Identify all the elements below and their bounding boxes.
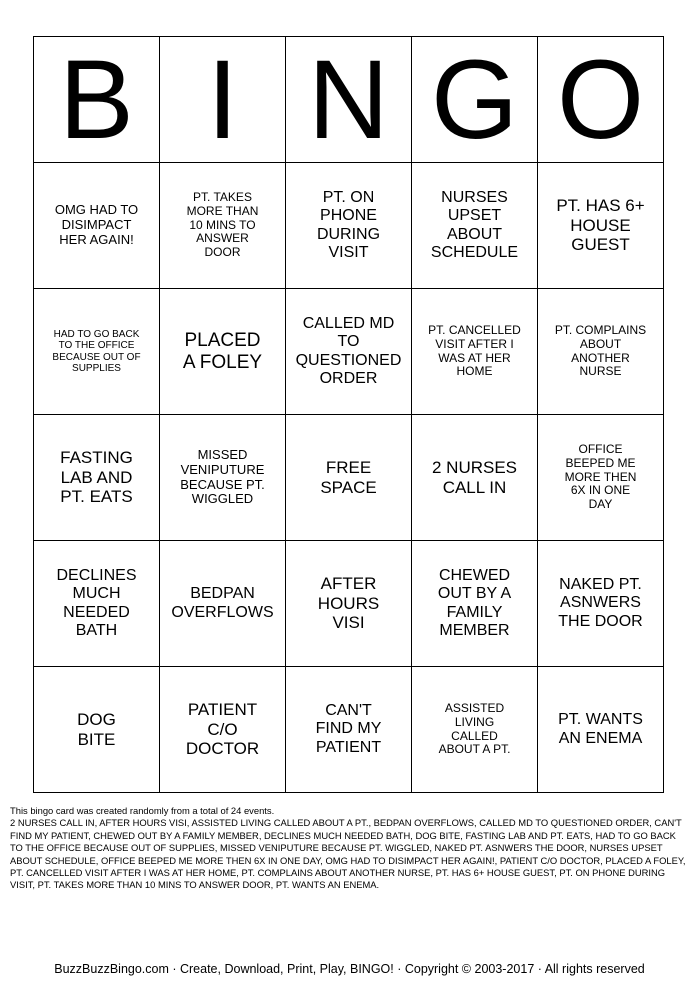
cell-text: DOG BITE	[77, 710, 116, 749]
cell-text: ASSISTED LIVING CALLED ABOUT A PT.	[438, 701, 511, 757]
header-letter-o: O	[538, 37, 664, 163]
bingo-cell	[412, 289, 538, 415]
bingo-cell	[412, 541, 538, 667]
cell-text: PT. COMPLAINS ABOUT ANOTHER NURSE	[554, 323, 647, 379]
header-letter-b: B	[34, 37, 160, 163]
bingo-card	[33, 36, 664, 793]
cell-text: OMG HAD TO DISIMPACT HER AGAIN!	[54, 202, 139, 247]
copyright-footer: BuzzBuzzBingo.com · Create, Download, Print, Play, BINGO! · Copyright © 2003-2017 · All rights reserved	[54, 962, 645, 976]
cell-text: PT. TAKES MORE THAN 10 MINS TO ANSWER DOOR	[186, 190, 259, 259]
bingo-cell	[538, 289, 664, 415]
bingo-cell	[286, 163, 412, 289]
cell-text: BEDPAN OVERFLOWS	[171, 585, 274, 621]
events-intro: This bingo card was created randomly from a total of 24 events.	[10, 805, 275, 816]
cell-text: CAN'T FIND MY PATIENT	[315, 702, 382, 756]
cell-text: PT. ON PHONE DURING VISIT	[316, 189, 381, 261]
bingo-cell	[538, 541, 664, 667]
bingo-cell	[34, 289, 160, 415]
bingo-cell	[34, 415, 160, 541]
bingo-header-row	[34, 37, 664, 163]
cell-text: NAKED PT. ASNWERS THE DOOR	[558, 576, 643, 630]
cell-text: PLACED A FOLEY	[182, 329, 263, 373]
cell-text: OFFICE BEEPED ME MORE THEN 6X IN ONE DAY	[564, 442, 637, 511]
bingo-cell	[538, 163, 664, 289]
bingo-cell	[412, 415, 538, 541]
bingo-cell	[412, 163, 538, 289]
events-description	[10, 805, 690, 892]
bingo-cell	[538, 667, 664, 793]
bingo-cell	[34, 667, 160, 793]
header-letter-n: N	[286, 37, 412, 163]
bingo-row-1	[34, 163, 664, 289]
bingo-cell	[34, 163, 160, 289]
header-letter-g: G	[412, 37, 538, 163]
cell-text: PATIENT C/O DOCTOR	[185, 700, 260, 759]
cell-text: PT. CANCELLED VISIT AFTER I WAS AT HER HOME	[428, 323, 521, 379]
cell-text: CHEWED OUT BY A FAMILY MEMBER	[437, 567, 512, 639]
bingo-row-4	[34, 541, 664, 667]
bingo-cell	[34, 541, 160, 667]
cell-text: PT. HAS 6+ HOUSE GUEST	[556, 196, 645, 255]
cell-text: FASTING LAB AND PT. EATS	[60, 448, 133, 507]
cell-text: AFTER HOURS VISI	[317, 574, 380, 633]
bingo-cell	[286, 289, 412, 415]
bingo-row-3	[34, 415, 664, 541]
bingo-cell	[160, 163, 286, 289]
bingo-cell	[160, 415, 286, 541]
header-letter-i: I	[160, 37, 286, 163]
bingo-cell	[160, 667, 286, 793]
cell-text: NURSES UPSET ABOUT SCHEDULE	[430, 189, 519, 261]
bingo-cell	[160, 289, 286, 415]
bingo-cell	[286, 415, 412, 541]
bingo-row-2	[34, 289, 664, 415]
cell-text: HAD TO GO BACK TO THE OFFICE BECAUSE OUT OF SUPPLIES	[52, 328, 141, 374]
bingo-cell	[538, 415, 664, 541]
bingo-cell	[286, 667, 412, 793]
bingo-row-5	[34, 667, 664, 793]
bingo-cell	[160, 541, 286, 667]
bingo-cell	[286, 541, 412, 667]
cell-text: CALLED MD TO QUESTIONED ORDER	[295, 315, 402, 387]
cell-text: MISSED VENIPUTURE BECAUSE PT. WIGGLED	[180, 446, 265, 507]
cell-text: 2 NURSES CALL IN	[431, 458, 518, 497]
cell-text: DECLINES MUCH NEEDED BATH	[56, 567, 137, 639]
events-list: 2 NURSES CALL IN, AFTER HOURS VISI, ASSISTED LIVING CALLED ABOUT A PT., BEDPAN OVERFLOWS, CALLED MD TO QUESTIONED ORDER, CAN'T FIND MY PATIENT, CHEWED OUT BY A FAMILY MEMBER, DECLINES MUCH NEEDED BATH, DOG BITE, FASTING LAB AND PT. EATS, HAD TO GO BACK TO THE OFFICE BECAUSE OUT OF SUPPLIES, MISSED VENIPUTURE BECAUSE PT. WIGGLED, NAKED PT. ASNWERS THE DOOR, NURSES UPSET ABOUT SCHEDULE, OFFICE BEEPED ME MORE THEN 6X IN ONE DAY, OMG HAD TO DISIMPACT HER AGAIN!, PATIENT C/O DOCTOR, PLACED A FOLEY, PT. CANCELLED VISIT AFTER I WAS AT HER HOME, PT. COMPLAINS ABOUT ANOTHER NURSE, PT. HAS 6+ HOUSE GUEST, PT. ON PHONE DURING VISIT, PT. TAKES MORE THAN 10 MINS TO ANSWER DOOR, PT. WANTS AN ENEMA.	[10, 817, 686, 891]
cell-text: PT. WANTS AN ENEMA	[558, 711, 643, 747]
bingo-cell	[412, 667, 538, 793]
cell-text: FREE SPACE	[320, 458, 377, 497]
